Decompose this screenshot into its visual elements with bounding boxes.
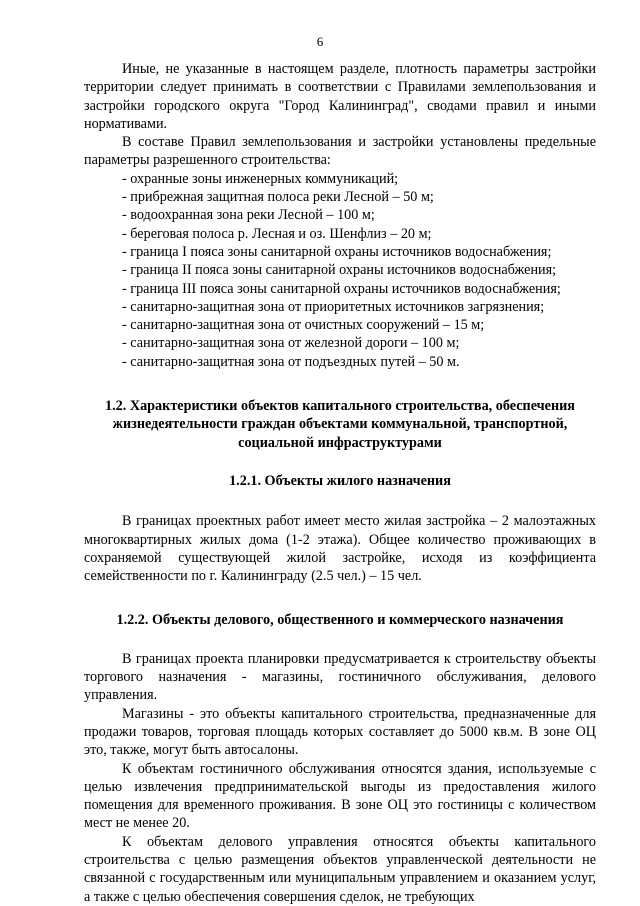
commercial-paragraph-3: К объектам гостиничного обслуживания относятся здания, используемые с целью извлечения предпринимательской выгоды из предоставления жилого помещения для временного проживания. В зоне ОЦ это гостиницы с количеством мест не менее 20. — [84, 760, 596, 832]
list-item: - водоохранная зона реки Лесной – 100 м; — [122, 207, 375, 224]
intro-paragraph-1: Иные, не указанные в настоящем разделе, плотность параметры застройки территории следует принимать в соответствии с Правилами землепользования и застройки городского округа "Город Калининград", сводами правил и иными нормативами. — [84, 61, 596, 132]
list-item: - санитарно-защитная зона от очистных сооружений – 15 м; — [122, 317, 485, 334]
list-item: - граница III пояса зоны санитарной охраны источников водоснабжения; — [122, 280, 561, 297]
list-item: - санитарно-защитная зона от приоритетных источников загрязнения; — [122, 298, 545, 315]
list-item: - прибрежная защитная полоса реки Лесной – 50 м; — [122, 189, 434, 206]
commercial-paragraph-1: В границах проекта планировки предусматривается к строительству объекты торгового назначения - магазины, гостиничного обслуживания, делового управления. — [84, 650, 596, 704]
list-item: - граница II пояса зоны санитарной охраны источников водоснабжения; — [122, 262, 557, 279]
limits-list — [84, 170, 596, 371]
commercial-paragraph-4: К объектам делового управления относятся объекты капитального строительства с целью размещения объектов управленческой деятельности не связанной с государственным или муниципальным управлением и оказанием услуг, а также с целью обеспечения совершения сделок, не требующих — [84, 833, 596, 905]
document-body — [84, 60, 596, 906]
intro-paragraph-2: В составе Правил землепользования и застройки установлены предельные параметры разрешенного строительства: — [84, 134, 596, 169]
commercial-paragraph-2: Магазины - это объекты капитального строительства, предназначенные для продажи товаров, торговая площадь которых составляет до 5000 кв.м. В зоне ОЦ это, также, могут быть автосалоны. — [84, 705, 596, 759]
page-number: 6 — [316, 34, 324, 49]
residential-paragraph: В границах проектных работ имеет место жилая застройка – 2 малоэтажных многоквартирных жилых дома (1-2 этажа). Общее количество проживающих в сохраняемой существующей жилой застройке, исходя из коэффициента семейственности по г. Калининграду (2.5 чел.) – 15 чел. — [84, 513, 596, 585]
list-item: - охранные зоны инженерных коммуникаций; — [122, 170, 399, 187]
list-item: - граница I пояса зоны санитарной охраны источников водоснабжения; — [122, 243, 552, 260]
section-heading-1-2-1: 1.2.1. Объекты жилого назначения — [229, 472, 451, 489]
list-item: - санитарно-защитная зона от железной дороги – 100 м; — [122, 335, 460, 352]
list-item: - береговая полоса р. Лесная и оз. Шенфлиз – 20 м; — [122, 225, 432, 242]
list-item: - санитарно-защитная зона от подъездных путей – 50 м. — [122, 353, 460, 370]
section-heading-1-2-2: 1.2.2. Объекты делового, общественного и коммерческого назначения — [116, 612, 564, 629]
section-heading-1-2: 1.2. Характеристики объектов капитального строительства, обеспечения жизнедеятельности граждан объектами коммунальной, транспортной, социальной инфраструктурами — [105, 398, 575, 451]
